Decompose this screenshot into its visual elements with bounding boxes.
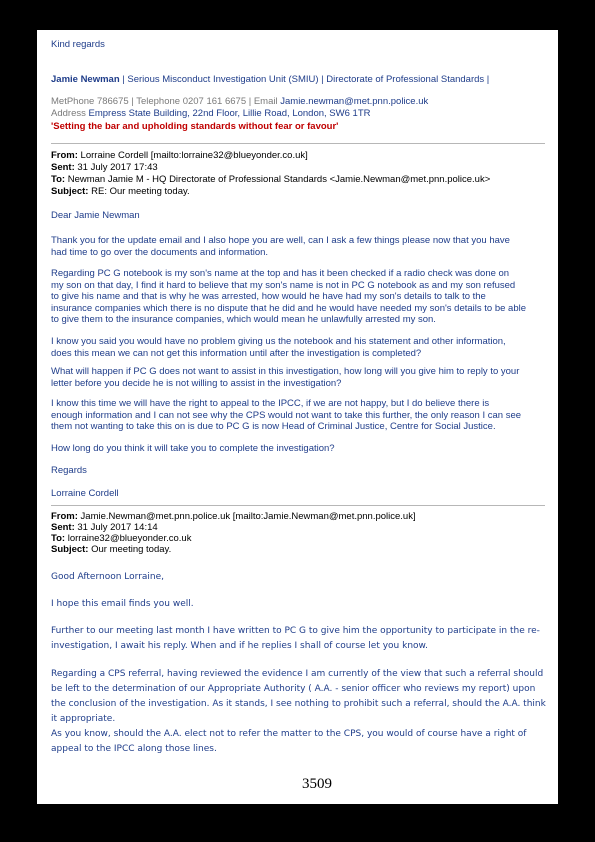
from-value: Jamie.Newman@met.pnn.police.uk [mailto:Jamie.Newman@met.pnn.police.uk]: [77, 511, 416, 522]
address-text: Empress State Building, 22nd Floor, Lillie Road, London, SW6 1TR: [88, 108, 371, 119]
subject-label: Subject:: [51, 544, 89, 555]
motto: 'Setting the bar and upholding standards without fear or favour': [51, 121, 339, 132]
text-line: to give them to the insurance companies, which would mean he unlawfully arrested my son.: [51, 314, 436, 325]
email2-paragraph: [51, 727, 526, 757]
email2-sent: [51, 522, 158, 533]
closing: Kind regards: [51, 39, 105, 50]
sent-value: 31 July 2017 14:14: [74, 522, 158, 533]
text-line: the conclusion of the investigation. As it stands, I see nothing to prohibit such a referral, should the A.A. think: [51, 699, 546, 709]
email2-paragraph: I hope this email finds you well.: [51, 599, 194, 609]
contact-prefix: MetPhone 786675 | Telephone 0207 161 6675 | Email: [51, 96, 281, 107]
text-line: my son on that day, I find it hard to believe that my son's name is not in PC G notebook as and my son refused: [51, 279, 516, 291]
to-label: To:: [51, 533, 66, 544]
email1-paragraph: [51, 336, 506, 359]
email1-greeting: Dear Jamie Newman: [51, 210, 140, 221]
to-value: Newman Jamie M - HQ Directorate of Professional Standards <Jamie.Newman@met.pnn.police.uk>: [65, 174, 491, 185]
email1-subject: [51, 186, 190, 197]
email1-question: How long do you think it will take you to complete the investigation?: [51, 443, 335, 454]
text-line: letter before you decide he is not willing to assist in the investigation?: [51, 377, 342, 389]
sent-label: Sent:: [51, 162, 75, 173]
to-value: lorraine32@blueyonder.co.uk: [65, 533, 192, 544]
email2-subject: [51, 544, 171, 555]
contact-line: [51, 96, 428, 108]
address-line: [51, 108, 371, 120]
email1-to: [51, 174, 490, 185]
text-line: Regarding a CPS referral, having reviewed the evidence I am currently of the view that such a referral should: [51, 669, 544, 679]
address-label: Address: [51, 108, 89, 119]
from-label: From:: [51, 150, 78, 161]
email1-sent: [51, 162, 158, 173]
email2-paragraph: [51, 667, 546, 727]
subject-value: RE: Our meeting today.: [88, 186, 190, 197]
subject-value: Our meeting today.: [88, 544, 172, 555]
text-line: I know this time we will have the right to appeal to the IPCC, if we are not happy, but I do believe there is: [51, 398, 490, 409]
signature-name: Jamie Newman: [51, 74, 120, 85]
text-line: What will happen if PC G does not want to assist in this investigation, how long will you give him to reply to your: [51, 366, 520, 377]
sent-label: Sent:: [51, 522, 75, 533]
from-label: From:: [51, 511, 78, 522]
to-label: To:: [51, 174, 66, 185]
text-line: does this mean we can not get this information until after the investigation is completed?: [51, 347, 422, 359]
email1-paragraph: [51, 268, 526, 326]
text-line: to give his name and that is why he was arrested, how would he have had my son's details to talk to the: [51, 291, 486, 302]
text-line: investigation, I await his reply. When and if he replies I shall of course let you know.: [51, 641, 428, 651]
email2-from: [51, 511, 416, 522]
text-line: As you know, should the A.A. elect not to refer the matter to the CPS, you would of course have a right of: [51, 729, 527, 739]
text-line: appeal to the IPCC along those lines.: [51, 744, 217, 754]
signature-title-line: [51, 74, 489, 86]
text-line: them not wanting to take this on is due to PC G is now Head of Criminal Justice, Centre for Social Justice.: [51, 421, 496, 432]
text-line: Thank you for the update email and I also hope you are well, can I ask a few things please now that you have: [51, 235, 510, 246]
email2-paragraph: [51, 624, 540, 654]
document-page: [37, 30, 558, 804]
text-line: had time to go over the documents and information.: [51, 246, 269, 258]
text-line: Regarding PC G notebook is my son's name at the top and has it been checked if a radio check was done on: [51, 268, 510, 279]
text-line: insurance companies which there is no dispute that he did and he would have needed my son's details to be able: [51, 302, 527, 314]
text-line: Further to our meeting last month I have written to PC G to give him the opportunity to participate in the re-: [51, 626, 540, 636]
sent-value: 31 July 2017 17:43: [74, 162, 158, 173]
page-number: 3509: [302, 776, 332, 792]
email1-paragraph: [51, 235, 510, 258]
email2-greeting: Good Afternoon Lorraine,: [51, 572, 165, 582]
email1-paragraph: [51, 366, 519, 389]
text-line: I know you said you would have no problem giving us the notebook and his statement and other information,: [51, 336, 506, 347]
signature-email: Jamie.newman@met.pnn.police.uk: [280, 96, 429, 107]
text-line: be left to the determination of our Appropriate Authority ( A.A. - senior officer who reviews my report) upon: [51, 684, 536, 694]
signature-unit: | Serious Misconduct Investigation Unit (SMIU) | Directorate of Professional Standards |: [119, 74, 490, 85]
divider: [51, 505, 545, 506]
text-line: it appropriate.: [51, 714, 116, 724]
text-line: enough information and I can not see why the CPS would not want to take this further, the only reason I can see: [51, 409, 522, 421]
subject-label: Subject:: [51, 186, 89, 197]
from-value: Lorraine Cordell [mailto:lorraine32@blueyonder.co.uk]: [77, 150, 308, 161]
email1-paragraph: [51, 398, 521, 433]
email1-signoff: Lorraine Cordell: [51, 488, 119, 499]
email1-regards: Regards: [51, 465, 87, 476]
email1-from: [51, 150, 308, 161]
email2-to: [51, 533, 191, 544]
divider: [51, 143, 545, 144]
